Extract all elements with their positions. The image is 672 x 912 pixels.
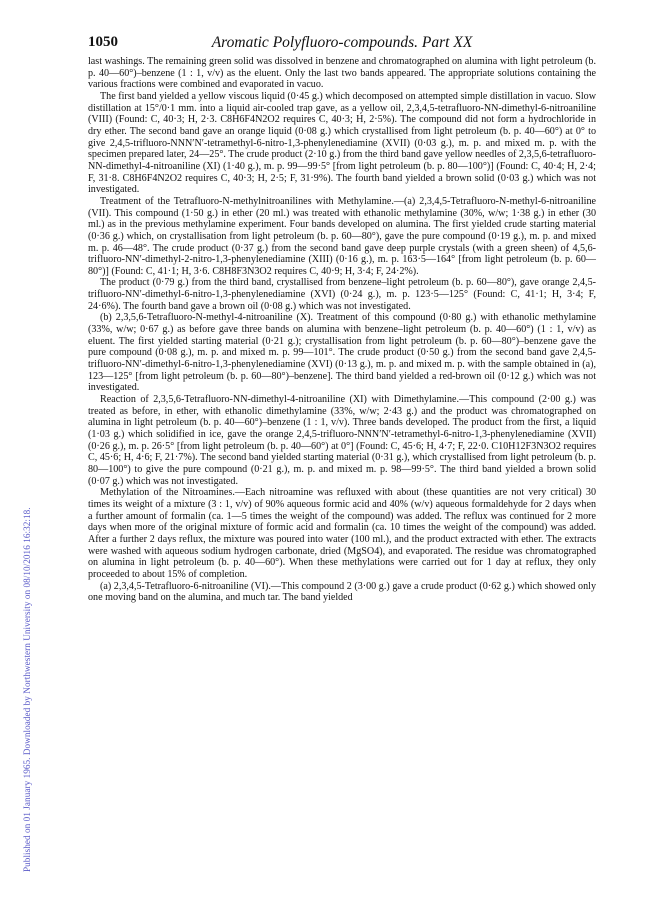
paragraph-2: The first band yielded a yellow viscous liquid (0·45 g.) which decomposed on attempted simple distillation in vacuo. Slow distillation at 15°/0·1 mm. into a liquid air-cooled trap gave, as a yellow oil, 2,3,4,5-tetrafluoro-NN-dimethyl-6-nitroaniline (VIII) (Found: C, 40·3; H, 2·3. C8H6F4N2O2 requires C, 40·3; H, 2·5%). The compound did not form a hydrochloride in dry ether. The second band gave an orange liquid (0·08 g.) which crystallised from light petroleum (b. p. 40—60°) at 0° to give 2,4,5-trifluoro-NNN′N′-tetramethyl-6-nitro-1,3-phenylenediamine (XVII) (0·03 g.), m. p. and mixed m. p. with the specimen prepared later, 24—25°. The crude product (2·10 g.) from the third band gave yellow needles of 2,3,5,6-tetrafluoro-NN-dimethyl-4-nitroaniline (XI) (1·40 g.), m. p. 99—99·5° [from light petroleum (b. p. 80—100°)] (Found: C, 40·4; H, 2·4; F, 31·8. C8H6F4N2O2 requires C, 40·3; H, 2·5; F, 31·9%). The fourth band yielded a brown solid (0·03 g.) which was not investigated. xyxy=(88,90,596,196)
paragraph-7: Methylation of the Nitroamines.—Each nitroamine was refluxed with about (these quantities are not very critical) 30 times its weight of a mixture (3 : 1, v/v) of 90% aqueous formic acid and 40% (w/v) aqueous formaldehyde for 2 days when a further amount of formalin (ca. 1—5 times the weight of the compound) was added. The reflux was continued for 2 more days when more of the original mixture of formic acid and formalin (ca. 10 times the weight of the compound) was added. After a further 2 days reflux, the mixture was poured into water (100 ml.), and the product extracted with ether. The extracts were washed with aqueous sodium hydrogen carbonate, dried (MgSO4), and evaporated. The residue was chromatographed on alumina in light petroleum (b. p. 40—60°). When these methylations were carried out for 1 day at reflux, they only proceeded to about 15% of completion. xyxy=(88,487,596,580)
paragraph-4: The product (0·79 g.) from the third band, crystallised from benzene–light petroleum (b. p. 60—80°), gave orange 2,4,5-trifluoro-NN′-dimethyl-6-nitro-1,3-phenylenediamine (XVI) (0·24 g.), m. p. 123·5—125° (Found: C, 41·1; H, 3·4; F, 24·6%). The fourth band gave a brown oil (0·08 g.) which was not investigated. xyxy=(88,277,596,312)
paragraph-3: Treatment of the Tetrafluoro-N-methylnitroanilines with Methylamine.—(a) 2,3,4,5-Tetrafluoro-N-methyl-6-nitroaniline (VII). This compound (1·50 g.) in ether (20 ml.) was treated with ethanolic methylamine (30%, w/w; 1·38 g.) in ether (30 ml.) as in the previous methylamine experiment. Four bands developed on alumina. The first yielded crude starting material (0·36 g.) which, on crystallisation from light petroleum (b. p. 60—80°), gave the pure compound (0·19 g.), m. p. and mixed m. p. 46—48°. The crude product (0·37 g.) from the second band gave deep purple crystals (with a green sheen) of 4,5,6-trifluoro-NN′-dimethyl-2-nitro-1,3-phenylenediamine (XIII) (0·16 g.), m. p. 163·5—164° [from light petroleum (b. p. 60—80°)] (Found: C, 41·1; H, 3·6. C8H8F3N3O2 requires C, 40·9; H, 3·4; F, 24·2%). xyxy=(88,195,596,277)
paragraph-8: (a) 2,3,4,5-Tetrafluoro-6-nitroaniline (VI).—This compound 2 (3·00 g.) gave a crude product (0·62 g.) which showed only one moving band on the alumina, and much tar. The band yielded xyxy=(88,580,596,604)
running-title: Aromatic Polyfluoro-compounds. Part XX xyxy=(211,34,473,51)
page-number: 1050 xyxy=(88,34,118,50)
article-body xyxy=(88,56,596,604)
paragraph-5: (b) 2,3,5,6-Tetrafluoro-N-methyl-4-nitroaniline (X). Treatment of this compound (0·80 g.) with ethanolic methylamine (33%, w/w; 0·67 g.) as before gave three bands on alumina with benzene–light petroleum (b. p. 40—60°) (1 : 1, v/v) as eluent. The first yielded starting material (0·21 g.); crystallisation from light petroleum (b. p. 60—80°)–benzene gave the pure compound (0·08 g.), m. p. and mixed m. p. 99—101°. The crude product (0·50 g.) from the second band gave 2,4,5-trifluoro-NN′-dimethyl-6-nitro-1,3-phenylenediamine (XVI) (0·13 g.), m. p. and mixed m. p. with the sample obtained in (a), 123—125° [from light petroleum (b. p. 60—80°)–benzene]. The third band yielded a red-brown oil (0·12 g.) which was not investigated. xyxy=(88,312,596,394)
publication-side-note: Published on 01 January 1965. Downloaded by Northwestern University on 08/10/2016 16:32:18. xyxy=(22,507,32,872)
paragraph-1: last washings. The remaining green solid was dissolved in benzene and chromatographed on alumina with light petroleum (b. p. 40—60°)–benzene (1 : 1, v/v) as the eluent. Only the last two bands appeared. The appropriate solutions containing the various fractions were combined and evaporated in vacuo. xyxy=(88,56,596,91)
page-header xyxy=(88,34,596,54)
paragraph-6: Reaction of 2,3,5,6-Tetrafluoro-NN-dimethyl-4-nitroaniline (XI) with Dimethylamine.—This compound (2·00 g.) was treated as before, in ether, with ethanolic dimethylamine (33%, w/w; 2·43 g.) and the product was chromatographed on alumina in light petroleum (b. p. 40—60°)–benzene (1 : 1, v/v). Three bands developed. The product from the first, a liquid (1·03 g.) which solidified in ice, gave the orange 2,4,5-trifluoro-NNN′N′-tetramethyl-6-nitro-1,3-phenylenediamine (XVII) (0·26 g.), m. p. 26·5° [from light petroleum (b. p. 40—60°) at 0°] (Found: C, 45·6; H, 4·7; F, 22·0. C10H12F3N3O2 requires C, 45·6; H, 4·6; F, 21·7%). The second band yielded starting material (0·31 g.), which crystallised from light petroleum (b. p. 80—100°) to give the pure compound (0·21 g.), m. p. and mixed m. p. 98—99·5°. The third band yielded a brown solid (0·07 g.) which was not investigated. xyxy=(88,394,596,487)
